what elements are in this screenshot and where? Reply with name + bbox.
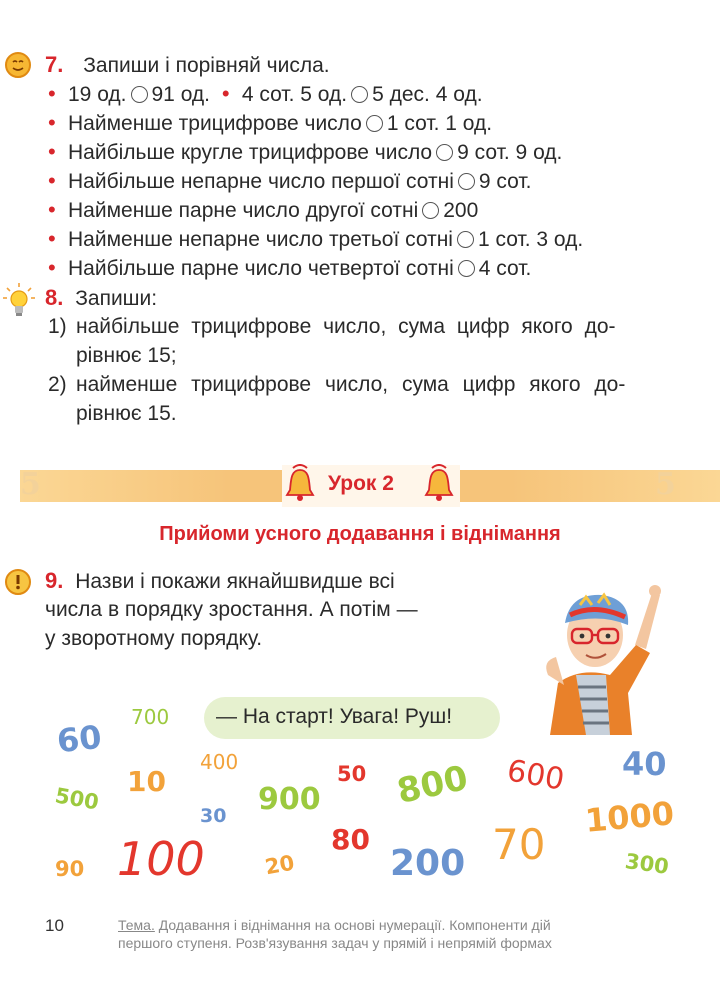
footer-label: Тема.	[118, 917, 155, 933]
scattered-number: 40	[622, 745, 667, 783]
compare-value: 4 сот. 5 од.	[241, 83, 348, 106]
task8-item1-line1: найбільше трицифрове число, сума цифр якого до-	[76, 315, 616, 338]
bullet: •	[48, 197, 56, 222]
scattered-number: 700	[131, 705, 170, 729]
item-right: 1 сот. 3 од.	[477, 228, 584, 251]
boy-illustration	[540, 575, 720, 740]
task7-item	[48, 168, 531, 195]
compare-circle	[458, 173, 475, 190]
pair-work-icon	[5, 52, 31, 78]
scattered-number: 30	[200, 805, 227, 827]
scattered-number: 300	[623, 849, 671, 879]
task9-line3: у зворотному порядку.	[45, 627, 263, 650]
scattered-number: 600	[504, 753, 567, 798]
item-right: 9 сот. 9 од.	[457, 141, 563, 164]
item-left: Найменше трицифрове число	[68, 112, 362, 135]
compare-circle	[422, 202, 439, 219]
scattered-number: 900	[258, 782, 321, 817]
item-right: 4 сот.	[478, 257, 532, 280]
scattered-number: 70	[492, 820, 546, 869]
item-right: 200	[443, 199, 479, 222]
scattered-number: 400	[200, 750, 239, 774]
item-left: Найбільше непарне число першої сотні	[68, 170, 454, 193]
task7-number: 7.	[45, 52, 64, 77]
attention-icon	[5, 569, 31, 595]
task7-item	[48, 139, 562, 166]
item-right: 1 сот. 1 од.	[386, 112, 493, 135]
task8-item1-num: 1)	[48, 315, 67, 338]
task8-number: 8.	[45, 285, 64, 310]
scattered-number: 60	[55, 717, 104, 761]
scattered-number: 20	[263, 850, 297, 880]
decorative-digits-left: 5	[20, 467, 41, 502]
task8-header	[45, 285, 157, 312]
scattered-number: 100	[117, 832, 205, 886]
compare-circle	[458, 260, 475, 277]
bullet: •	[48, 255, 56, 280]
bullet: •	[48, 110, 56, 135]
footer-topic	[118, 916, 638, 952]
task8-title: Запиши:	[75, 287, 158, 310]
task9-header	[45, 568, 395, 595]
task9-line1: Назви і покажи якнайшвидше всі	[75, 570, 395, 593]
scattered-number: 800	[393, 758, 472, 812]
task7-item	[48, 226, 583, 253]
item-left: Найменше парне число другої сотні	[68, 199, 419, 222]
scattered-number: 1000	[583, 794, 676, 840]
compare-circle	[366, 115, 383, 132]
task7-item	[48, 255, 531, 282]
bullet: •	[48, 81, 56, 106]
task7-item	[48, 110, 492, 137]
footer-text-line2: першого ступеня. Розв'язування задач у прямій і непрямій формах	[118, 935, 552, 951]
task7-item	[48, 197, 478, 224]
scattered-number: 80	[331, 823, 370, 856]
compare-value: 5 дес. 4 од.	[372, 83, 483, 106]
compare-value: 19 од.	[68, 83, 127, 106]
task8-item2-num: 2)	[48, 373, 67, 396]
task7-title: Запиши і порівняй числа.	[83, 54, 330, 77]
bell-icon	[283, 464, 317, 509]
lightbulb-icon	[2, 282, 36, 325]
scattered-number: 500	[53, 783, 101, 815]
task8-item1-line2: рівнює 15;	[76, 344, 177, 367]
task8-item2-line2: рівнює 15.	[76, 402, 177, 425]
scattered-number: 10	[127, 765, 166, 798]
bullet: •	[48, 226, 56, 251]
compare-circle	[131, 86, 148, 103]
task9-line2: числа в порядку зростання. А потім —	[45, 598, 418, 621]
task8-item2-line1: найменше трицифрове число, сума цифр якого до-	[76, 373, 626, 396]
lesson-title: Урок 2	[328, 472, 394, 495]
bell-icon	[422, 464, 456, 509]
speech-text: — На старт! Увага! Руш!	[216, 705, 453, 728]
decorative-digits-right: 5	[655, 467, 676, 502]
compare-value: 91 од.	[151, 83, 210, 106]
lesson-subtitle: Прийоми усного додавання і віднімання	[159, 523, 561, 545]
item-left: Найбільше парне число четвертої сотні	[68, 257, 454, 280]
page-number: 10	[45, 916, 64, 935]
task7-row1	[48, 81, 483, 108]
task9-number: 9.	[45, 568, 64, 593]
scattered-number: 90	[55, 857, 85, 881]
bullet: •	[48, 139, 56, 164]
compare-circle	[351, 86, 368, 103]
compare-circle	[436, 144, 453, 161]
scattered-number: 50	[337, 762, 367, 786]
item-right: 9 сот.	[478, 170, 532, 193]
bullet: •	[221, 81, 230, 106]
task7-header	[45, 52, 330, 79]
item-left: Найбільше кругле трицифрове число	[68, 141, 433, 164]
item-left: Найменше непарне число третьої сотні	[68, 228, 453, 251]
bullet: •	[48, 168, 56, 193]
compare-circle	[457, 231, 474, 248]
scattered-number: 200	[390, 843, 466, 884]
footer-text-line1: Додавання і віднімання на основі нумерації. Компоненти дій	[154, 917, 551, 933]
